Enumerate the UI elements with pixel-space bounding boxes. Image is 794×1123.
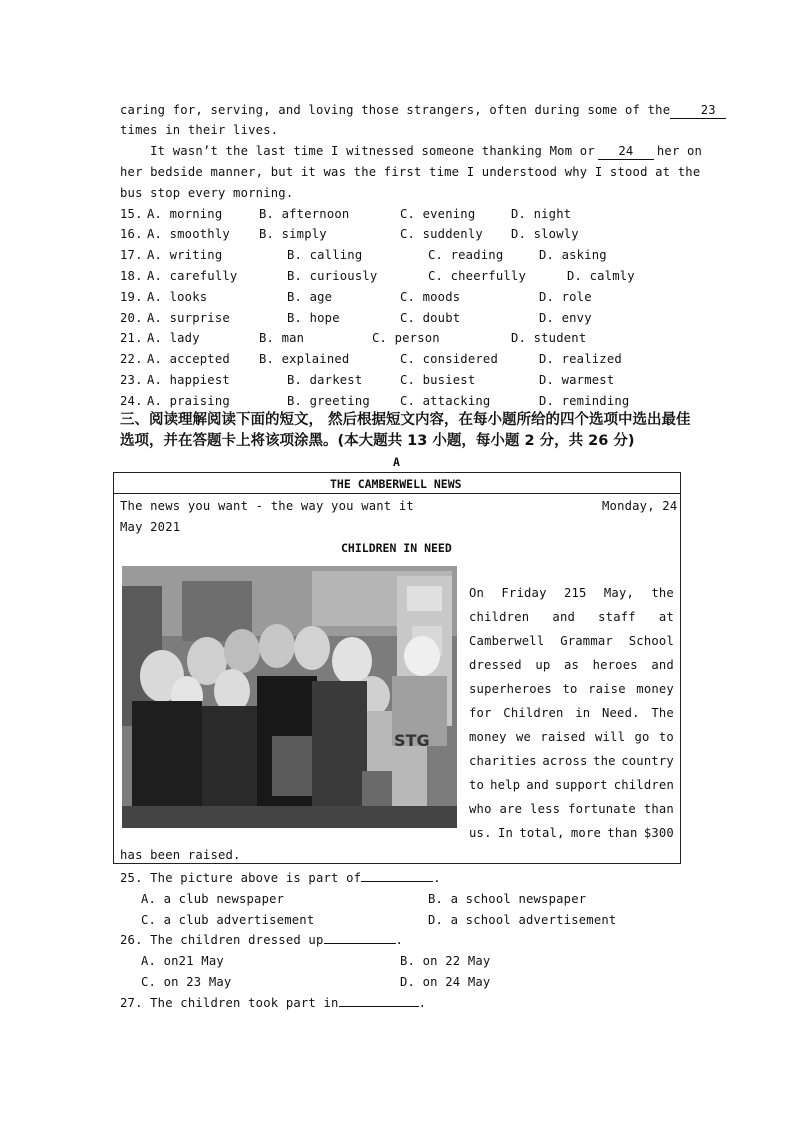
article-word: children bbox=[613, 778, 674, 792]
blank-23 bbox=[670, 102, 726, 119]
article-word: us. bbox=[469, 826, 492, 840]
option-row bbox=[120, 349, 680, 369]
option-a: A. praising bbox=[147, 394, 230, 408]
answer-blank bbox=[324, 943, 396, 944]
article-headline: CHILDREN IN NEED bbox=[341, 541, 452, 555]
photo-illustration bbox=[122, 566, 457, 828]
option-d: D. calmly bbox=[567, 269, 635, 283]
article-word: Need. bbox=[601, 706, 640, 720]
article-word: we bbox=[516, 730, 532, 744]
option-row bbox=[120, 245, 680, 265]
article-line bbox=[469, 629, 674, 653]
option-25a: A. a club newspaper bbox=[141, 892, 285, 906]
option-number: 24. bbox=[120, 394, 143, 408]
answer-blank bbox=[339, 1006, 419, 1007]
option-number: 22. bbox=[120, 352, 143, 366]
option-b: B. age bbox=[287, 290, 333, 304]
article-word: raise bbox=[588, 682, 626, 696]
article-line bbox=[469, 605, 674, 629]
article-word: who bbox=[469, 802, 492, 816]
option-a: A. happiest bbox=[147, 373, 230, 387]
article-word: Children bbox=[503, 706, 564, 720]
option-a: A. lady bbox=[147, 331, 200, 345]
option-a: A. accepted bbox=[147, 352, 230, 366]
article-word: fortunate bbox=[568, 802, 636, 816]
option-b: B. man bbox=[259, 331, 305, 345]
article-word: country bbox=[621, 754, 674, 768]
article-word: than bbox=[643, 802, 674, 816]
article-word: Grammar bbox=[560, 634, 613, 648]
option-a: A. carefully bbox=[147, 269, 238, 283]
option-row bbox=[120, 266, 680, 286]
option-number: 17. bbox=[120, 248, 143, 262]
article-word: In bbox=[497, 826, 514, 840]
article-word: total, bbox=[519, 826, 565, 840]
option-d: D. student bbox=[511, 331, 587, 345]
answer-blank bbox=[361, 881, 433, 882]
article-word: less bbox=[530, 802, 561, 816]
question-26 bbox=[120, 930, 403, 950]
article-word: staff bbox=[598, 610, 636, 624]
article-word: dressed bbox=[469, 658, 522, 672]
question-27 bbox=[120, 993, 426, 1013]
newspaper-tagline: The news you want - the way you want it bbox=[120, 499, 414, 513]
question-25 bbox=[120, 868, 441, 888]
section-heading-line2: 选项，并在答题卡上将该项涂黑。(本大题共 13 小题，每小题 2 分，共 26 分) bbox=[120, 433, 635, 449]
option-b: B. hope bbox=[287, 311, 340, 325]
passage-line bbox=[120, 100, 726, 120]
option-row bbox=[120, 308, 680, 328]
article-word: go bbox=[634, 730, 650, 744]
article-line bbox=[469, 677, 674, 701]
option-a: A. morning bbox=[147, 207, 223, 221]
option-c: C. person bbox=[372, 331, 440, 345]
option-c: C. busiest bbox=[400, 373, 476, 387]
article-line bbox=[469, 701, 674, 725]
article-line bbox=[469, 797, 674, 821]
blank-24 bbox=[598, 143, 654, 160]
option-a: A. surprise bbox=[147, 311, 230, 325]
option-number: 20. bbox=[120, 311, 143, 325]
option-row bbox=[120, 204, 680, 224]
option-25d: D. a school advertisement bbox=[428, 913, 617, 927]
passage-text: her on bbox=[656, 144, 703, 158]
option-26c: C. on 23 May bbox=[141, 975, 232, 989]
article-word: up bbox=[535, 658, 551, 672]
option-row bbox=[120, 287, 680, 307]
option-26a: A. on21 May bbox=[141, 954, 224, 968]
article-line bbox=[469, 749, 674, 773]
option-c: C. evening bbox=[400, 207, 476, 221]
article-word: will bbox=[594, 730, 626, 744]
article-word: Friday bbox=[501, 586, 547, 600]
article-word: than bbox=[607, 826, 638, 840]
option-number: 19. bbox=[120, 290, 143, 304]
article-word: heroes bbox=[592, 658, 638, 672]
option-c: C. considered bbox=[400, 352, 498, 366]
option-row bbox=[120, 328, 680, 348]
passage-text: caring for, serving, and loving those strangers, often during some of the bbox=[120, 103, 671, 117]
shirt-print: STG bbox=[394, 731, 430, 750]
option-a: A. looks bbox=[147, 290, 208, 304]
option-b: B. greeting bbox=[287, 394, 370, 408]
article-word: as bbox=[563, 658, 580, 672]
article-word: help bbox=[490, 778, 521, 792]
question-end: . bbox=[433, 871, 441, 885]
blank-number: 24 bbox=[618, 144, 634, 158]
option-d: D. asking bbox=[539, 248, 607, 262]
masthead-divider bbox=[114, 493, 680, 494]
option-c: C. reading bbox=[428, 248, 504, 262]
option-number: 23. bbox=[120, 373, 143, 387]
article-word: are bbox=[499, 802, 523, 816]
article-line bbox=[469, 653, 674, 677]
passage-line: times in their lives. bbox=[120, 123, 279, 137]
article-word: in bbox=[575, 706, 591, 720]
question-stem: 27. The children took part in bbox=[120, 996, 339, 1010]
option-row bbox=[120, 224, 680, 244]
option-b: B. explained bbox=[259, 352, 350, 366]
article-word: $300 bbox=[643, 826, 674, 840]
option-c: C. cheerfully bbox=[428, 269, 526, 283]
article-word: The bbox=[651, 706, 674, 720]
article-word: charities bbox=[469, 754, 537, 768]
article-line bbox=[469, 581, 674, 605]
option-c: C. moods bbox=[400, 290, 461, 304]
option-number: 21. bbox=[120, 331, 143, 345]
option-d: D. role bbox=[539, 290, 592, 304]
option-d: D. envy bbox=[539, 311, 592, 325]
article-word: children bbox=[469, 610, 530, 624]
option-c: C. doubt bbox=[400, 311, 461, 325]
option-b: B. darkest bbox=[287, 373, 363, 387]
article-word: the bbox=[651, 586, 674, 600]
article-word: raised bbox=[540, 730, 586, 744]
option-number: 15. bbox=[120, 207, 143, 221]
article-word: superheroes bbox=[469, 682, 552, 696]
part-label: A bbox=[393, 455, 400, 469]
section-heading-line1: 三、阅读理解阅读下面的短文， 然后根据短文内容，在每小题所给的四个选项中选出最佳 bbox=[120, 412, 691, 428]
question-stem: 25. The picture above is part of bbox=[120, 871, 362, 885]
passage-line bbox=[120, 141, 702, 161]
option-b: B. curiously bbox=[287, 269, 378, 283]
question-stem: 26. The children dressed up bbox=[120, 933, 324, 947]
article-word: more bbox=[570, 826, 602, 840]
article-word: at bbox=[658, 610, 674, 624]
article-word: 215 bbox=[563, 586, 587, 600]
option-26d: D. on 24 May bbox=[400, 975, 491, 989]
option-number: 18. bbox=[120, 269, 143, 283]
article-word: May, bbox=[603, 586, 635, 600]
newspaper-date: Monday, 24 bbox=[602, 499, 678, 513]
passage-line: bus stop every morning. bbox=[120, 186, 294, 200]
article-tail: has been raised. bbox=[120, 848, 241, 862]
option-c: C. attacking bbox=[400, 394, 491, 408]
option-b: B. calling bbox=[287, 248, 363, 262]
question-end: . bbox=[395, 933, 404, 947]
option-row bbox=[120, 391, 680, 411]
option-b: B. simply bbox=[259, 227, 327, 241]
option-number: 16. bbox=[120, 227, 143, 241]
article-word: and bbox=[526, 778, 549, 792]
article-word: and bbox=[651, 658, 674, 672]
article-word: School bbox=[628, 634, 674, 648]
article-line bbox=[469, 773, 674, 797]
option-26b: B. on 22 May bbox=[400, 954, 491, 968]
option-a: A. writing bbox=[147, 248, 223, 262]
children-costume-photo bbox=[122, 566, 457, 828]
article-word: and bbox=[552, 610, 576, 624]
option-d: D. realized bbox=[539, 352, 622, 366]
question-end: . bbox=[418, 996, 427, 1010]
option-d: D. slowly bbox=[511, 227, 579, 241]
option-b: B. afternoon bbox=[259, 207, 350, 221]
option-a: A. smoothly bbox=[147, 227, 230, 241]
article-word: the bbox=[593, 754, 616, 768]
article-word: support bbox=[554, 778, 608, 792]
article-word: across bbox=[542, 754, 588, 768]
article-line bbox=[469, 821, 674, 845]
option-row bbox=[120, 370, 680, 390]
passage-text: It wasn’t the last time I witnessed someone thanking Mom or bbox=[120, 144, 595, 158]
article-word: for bbox=[469, 706, 492, 720]
article-word: money bbox=[636, 682, 674, 696]
option-25b: B. a school newspaper bbox=[428, 892, 587, 906]
article-word: to bbox=[562, 682, 578, 696]
article-word: to bbox=[469, 778, 485, 792]
option-c: C. suddenly bbox=[400, 227, 483, 241]
option-25c: C. a club advertisement bbox=[141, 913, 315, 927]
article-line bbox=[469, 725, 674, 749]
blank-number: 23 bbox=[700, 103, 716, 117]
article-word: Camberwell bbox=[469, 634, 545, 648]
article-word: to bbox=[658, 730, 674, 744]
newspaper-masthead: THE CAMBERWELL NEWS bbox=[330, 477, 462, 491]
newspaper-date-cont: May 2021 bbox=[120, 520, 181, 534]
option-d: D. night bbox=[511, 207, 572, 221]
option-d: D. reminding bbox=[539, 394, 630, 408]
article-word: money bbox=[469, 730, 507, 744]
option-d: D. warmest bbox=[539, 373, 615, 387]
article-word: On bbox=[469, 586, 485, 600]
passage-line: her bedside manner, but it was the first time I understood why I stood at the bbox=[120, 165, 701, 179]
